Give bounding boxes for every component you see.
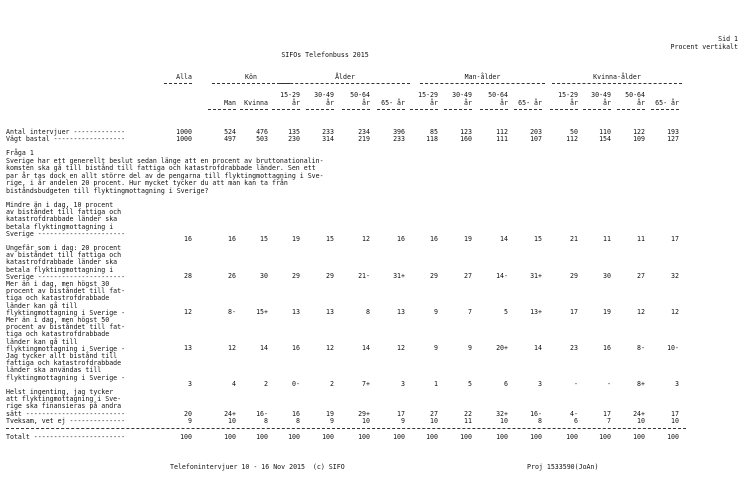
base-cell: 233 (322, 128, 334, 136)
column-header-line2: 65- år (655, 99, 679, 107)
total-cell: 100 (667, 433, 679, 441)
answer-row-label: Mindre än i dag, 10 procent av biståndet till fattiga och katastrofdrabbade länder ska betala flyktingmottagning i Sverige ---------------------- (6, 201, 126, 238)
column-underline (306, 109, 334, 110)
column-underline (480, 109, 508, 110)
column-underline (240, 109, 268, 110)
column-underline (342, 109, 370, 110)
total-row-label: Totalt ----------------------- (6, 433, 126, 441)
column-header-line1: 15-29 (558, 91, 578, 99)
answer-cell: 16 (292, 344, 300, 352)
base-cell: 524 (224, 128, 236, 136)
group-header: Kvinna-ålder (593, 73, 641, 81)
answer-cell: 16- (530, 410, 542, 418)
answer-cell: 9 (188, 417, 192, 425)
answer-cell: 12 (637, 308, 645, 316)
base-cell: 111 (496, 135, 508, 143)
base-cell: 230 (288, 135, 300, 143)
answer-cell: 3 (188, 380, 192, 388)
total-cell: 100 (256, 433, 268, 441)
base-cell: 112 (566, 135, 578, 143)
column-underline (208, 109, 236, 110)
base-cell: 233 (393, 135, 405, 143)
group-underline (280, 83, 410, 84)
column-header-line2: år (362, 99, 370, 107)
answer-cell: 31+ (530, 272, 542, 280)
column-header-line2: Alla (176, 73, 192, 81)
answer-cell: 28 (184, 272, 192, 280)
base-cell: 109 (633, 135, 645, 143)
answer-cell: 7 (607, 417, 611, 425)
base-cell: 1000 (176, 135, 192, 143)
column-header-line2: år (500, 99, 508, 107)
column-header-line2: 65- år (518, 99, 542, 107)
answer-cell: 15+ (256, 308, 268, 316)
group-header: Kön (245, 73, 257, 81)
answer-row-label: Tveksam, vet ej -------------- (6, 417, 126, 425)
answer-cell: 21- (358, 272, 370, 280)
answer-cell: 24+ (224, 410, 236, 418)
base-cell: 203 (530, 128, 542, 136)
total-cell: 100 (180, 433, 192, 441)
answer-cell: 12 (397, 344, 405, 352)
answer-cell: 10- (667, 344, 679, 352)
answer-cell: 16- (256, 410, 268, 418)
total-cell: 100 (322, 433, 334, 441)
column-underline (444, 109, 472, 110)
answer-cell: 1 (434, 380, 438, 388)
answer-cell: 19 (292, 235, 300, 243)
answer-cell: 27 (464, 272, 472, 280)
answer-cell: 12 (228, 344, 236, 352)
base-cell: 85 (430, 128, 438, 136)
answer-cell: 31+ (393, 272, 405, 280)
answer-cell: 8 (366, 308, 370, 316)
base-cell: 110 (599, 128, 611, 136)
answer-cell: 14 (500, 235, 508, 243)
base-cell: 219 (358, 135, 370, 143)
total-cell: 100 (393, 433, 405, 441)
answer-cell: 26 (228, 272, 236, 280)
footer-left: Telefonintervjuer 10 - 16 Nov 2015 (c) SIFO (170, 463, 345, 471)
answer-cell: 16 (184, 235, 192, 243)
base-cell: 234 (358, 128, 370, 136)
column-header-line2: år (637, 99, 645, 107)
base-cell: 123 (460, 128, 472, 136)
answer-cell: 32+ (496, 410, 508, 418)
answer-cell: - (574, 380, 578, 388)
answer-cell: 20 (184, 410, 192, 418)
answer-cell: 10 (500, 417, 508, 425)
total-cell: 100 (496, 433, 508, 441)
answer-cell: 12 (326, 344, 334, 352)
total-cell: 100 (224, 433, 236, 441)
group-underline (420, 83, 545, 84)
column-underline (550, 109, 578, 110)
answer-row-label: Ungefär som i dag: 20 procent av biståndet till fattiga och katastrofdrabbade länder ska betala flyktingmottagning i Sverige ---------------------- (6, 244, 126, 281)
answer-cell: 12 (184, 308, 192, 316)
answer-cell: 2 (264, 380, 268, 388)
page-number: Sid 1 (718, 35, 738, 43)
base-cell: 122 (633, 128, 645, 136)
column-header-line2: år (464, 99, 472, 107)
answer-cell: 16 (397, 235, 405, 243)
answer-cell: 3 (401, 380, 405, 388)
answer-cell: 14 (362, 344, 370, 352)
answer-cell: 13+ (530, 308, 542, 316)
column-header-line1: 50-64 (350, 91, 370, 99)
column-header-line1: 30-49 (452, 91, 472, 99)
column-header-line1: 30-49 (314, 91, 334, 99)
answer-cell: 4- (570, 410, 578, 418)
column-header-line1: 15-29 (280, 91, 300, 99)
column-header-line2: år (603, 99, 611, 107)
answer-cell: 12 (671, 308, 679, 316)
answer-cell: 17 (397, 410, 405, 418)
answer-cell: 2 (330, 380, 334, 388)
base-cell: 112 (496, 128, 508, 136)
answer-cell: 21 (570, 235, 578, 243)
answer-row-label: Helst ingenting, jag tycker att flyktingmottagning i Sve- rige ska finansieras på andra sätt ------------------------- (6, 388, 126, 418)
total-cell: 100 (358, 433, 370, 441)
base-row-label: Vägt bastal ------------------ (6, 135, 126, 143)
answer-cell: 9 (401, 417, 405, 425)
answer-cell: 8- (228, 308, 236, 316)
footer-right: Proj 1533590(JoAn) (527, 463, 599, 471)
column-header-line2: Kvinna (244, 99, 268, 107)
answer-cell: 13 (184, 344, 192, 352)
answer-cell: 27 (430, 410, 438, 418)
answer-cell: 29 (292, 272, 300, 280)
total-cell: 100 (599, 433, 611, 441)
base-cell: 476 (256, 128, 268, 136)
answer-cell: 17 (603, 410, 611, 418)
base-cell: 107 (530, 135, 542, 143)
answer-cell: 27 (637, 272, 645, 280)
report-title: SIFOs Telefonbuss 2015 (281, 51, 369, 59)
base-cell: 118 (426, 135, 438, 143)
question-text: Sverige har ett generellt beslut sedan länge att en procent av bruttonationalin- komsten ska gå till bistånd till fattiga och katastrofdrabbade länder. Sen ett par år tas dock en allt större del av de pengarna till flyktingmottagning i Sve- rige, i år andelen 20 procent. Hur mycket tycker du att man kan ta från biståndsbudgeten till flyktingmottagning i Sverige? (6, 157, 324, 195)
column-header-line1: 30-49 (591, 91, 611, 99)
answer-cell: 8 (296, 417, 300, 425)
total-cell: 100 (288, 433, 300, 441)
answer-cell: 29 (326, 272, 334, 280)
answer-cell: 9 (330, 417, 334, 425)
answer-cell: 15 (260, 235, 268, 243)
answer-cell: 19 (326, 410, 334, 418)
answer-cell: 8+ (637, 380, 645, 388)
column-header-line2: år (570, 99, 578, 107)
answer-cell: 23 (570, 344, 578, 352)
question-label: Fråga 1 (6, 149, 34, 157)
answer-cell: 16 (228, 235, 236, 243)
base-cell: 314 (322, 135, 334, 143)
answer-cell: 32 (671, 272, 679, 280)
total-cell: 100 (566, 433, 578, 441)
base-cell: 497 (224, 135, 236, 143)
answer-cell: 15 (534, 235, 542, 243)
base-cell: 396 (393, 128, 405, 136)
answer-cell: 16 (430, 235, 438, 243)
answer-cell: 3 (675, 380, 679, 388)
answer-cell: 9 (434, 308, 438, 316)
column-underline (583, 109, 611, 110)
column-underline (617, 109, 645, 110)
answer-cell: 11 (464, 417, 472, 425)
answer-cell: 5 (504, 308, 508, 316)
base-cell: 127 (667, 135, 679, 143)
answer-cell: 10 (228, 417, 236, 425)
column-header-line2: år (430, 99, 438, 107)
answer-cell: - (607, 380, 611, 388)
answer-cell: 24+ (633, 410, 645, 418)
answer-cell: 13 (326, 308, 334, 316)
group-underline (212, 83, 290, 84)
column-underline (410, 109, 438, 110)
answer-cell: 12 (362, 235, 370, 243)
answer-cell: 30 (603, 272, 611, 280)
column-underline (377, 109, 405, 110)
answer-cell: 10 (671, 417, 679, 425)
group-header: Man-ålder (464, 73, 501, 81)
base-cell: 1000 (176, 128, 192, 136)
answer-cell: 22 (464, 410, 472, 418)
group-header: Ålder (335, 73, 355, 81)
answer-cell: 13 (397, 308, 405, 316)
answer-cell: 17 (570, 308, 578, 316)
answer-cell: 8 (264, 417, 268, 425)
answer-cell: 14 (534, 344, 542, 352)
column-header-line1: 15-29 (418, 91, 438, 99)
answer-cell: 20+ (496, 344, 508, 352)
answer-cell: 11 (637, 235, 645, 243)
total-cell: 100 (460, 433, 472, 441)
answer-cell: 7 (468, 308, 472, 316)
column-header-line2: Man (224, 99, 236, 107)
group-underline (552, 83, 682, 84)
answer-cell: 10 (637, 417, 645, 425)
answer-cell: 29 (570, 272, 578, 280)
answer-cell: 6 (574, 417, 578, 425)
total-cell: 100 (633, 433, 645, 441)
answer-cell: 6 (504, 380, 508, 388)
total-cell: 100 (426, 433, 438, 441)
column-underline (272, 109, 300, 110)
base-cell: 193 (667, 128, 679, 136)
answer-cell: 17 (671, 410, 679, 418)
column-underline (514, 109, 542, 110)
answer-row-label: Mer än i dag, men högst 50 procent av biståndet till fat- tiga och katastrofdrabbade länder kan gå till flyktingmottagning i Sverige - (6, 316, 126, 353)
answer-cell: 9 (468, 344, 472, 352)
answer-cell: 19 (464, 235, 472, 243)
column-header-line1: 50-64 (625, 91, 645, 99)
answer-cell: 14- (496, 272, 508, 280)
column-underline (164, 83, 192, 84)
answer-cell: 14 (260, 344, 268, 352)
answer-cell: 30 (260, 272, 268, 280)
column-header-line2: 65- år (381, 99, 405, 107)
base-cell: 50 (570, 128, 578, 136)
answer-cell: 10 (362, 417, 370, 425)
answer-cell: 11 (603, 235, 611, 243)
answer-cell: 17 (671, 235, 679, 243)
answer-cell: 15 (326, 235, 334, 243)
answer-cell: 0- (292, 380, 300, 388)
answer-cell: 16 (292, 410, 300, 418)
base-cell: 135 (288, 128, 300, 136)
column-header-line1: 50-64 (488, 91, 508, 99)
column-header-line2: år (292, 99, 300, 107)
answer-row-label: Mer än i dag, men högst 30 procent av biståndet till fat- tiga och katastrofdrabbade länder kan gå till flyktingmottagning i Sverige - (6, 280, 126, 317)
percent-mode: Procent vertikalt (670, 43, 738, 51)
answer-row-label: Jag tycker allt bistånd till fattiga och katastrofdrabbade länder ska användas till flyktingmottagning i Sverige - (6, 352, 126, 382)
column-header-line2: år (326, 99, 334, 107)
base-cell: 160 (460, 135, 472, 143)
answer-cell: 9 (434, 344, 438, 352)
answer-cell: 4 (232, 380, 236, 388)
total-separator (6, 428, 686, 429)
answer-cell: 19 (603, 308, 611, 316)
answer-cell: 8- (637, 344, 645, 352)
answer-cell: 29 (430, 272, 438, 280)
base-cell: 154 (599, 135, 611, 143)
answer-cell: 8 (538, 417, 542, 425)
answer-cell: 3 (538, 380, 542, 388)
answer-cell: 16 (603, 344, 611, 352)
answer-cell: 29+ (358, 410, 370, 418)
answer-cell: 10 (430, 417, 438, 425)
base-row-label: Antal intervjuer ------------- (6, 128, 126, 136)
base-cell: 503 (256, 135, 268, 143)
answer-cell: 13 (292, 308, 300, 316)
column-underline (651, 109, 679, 110)
answer-cell: 5 (468, 380, 472, 388)
total-cell: 100 (530, 433, 542, 441)
answer-cell: 7+ (362, 380, 370, 388)
